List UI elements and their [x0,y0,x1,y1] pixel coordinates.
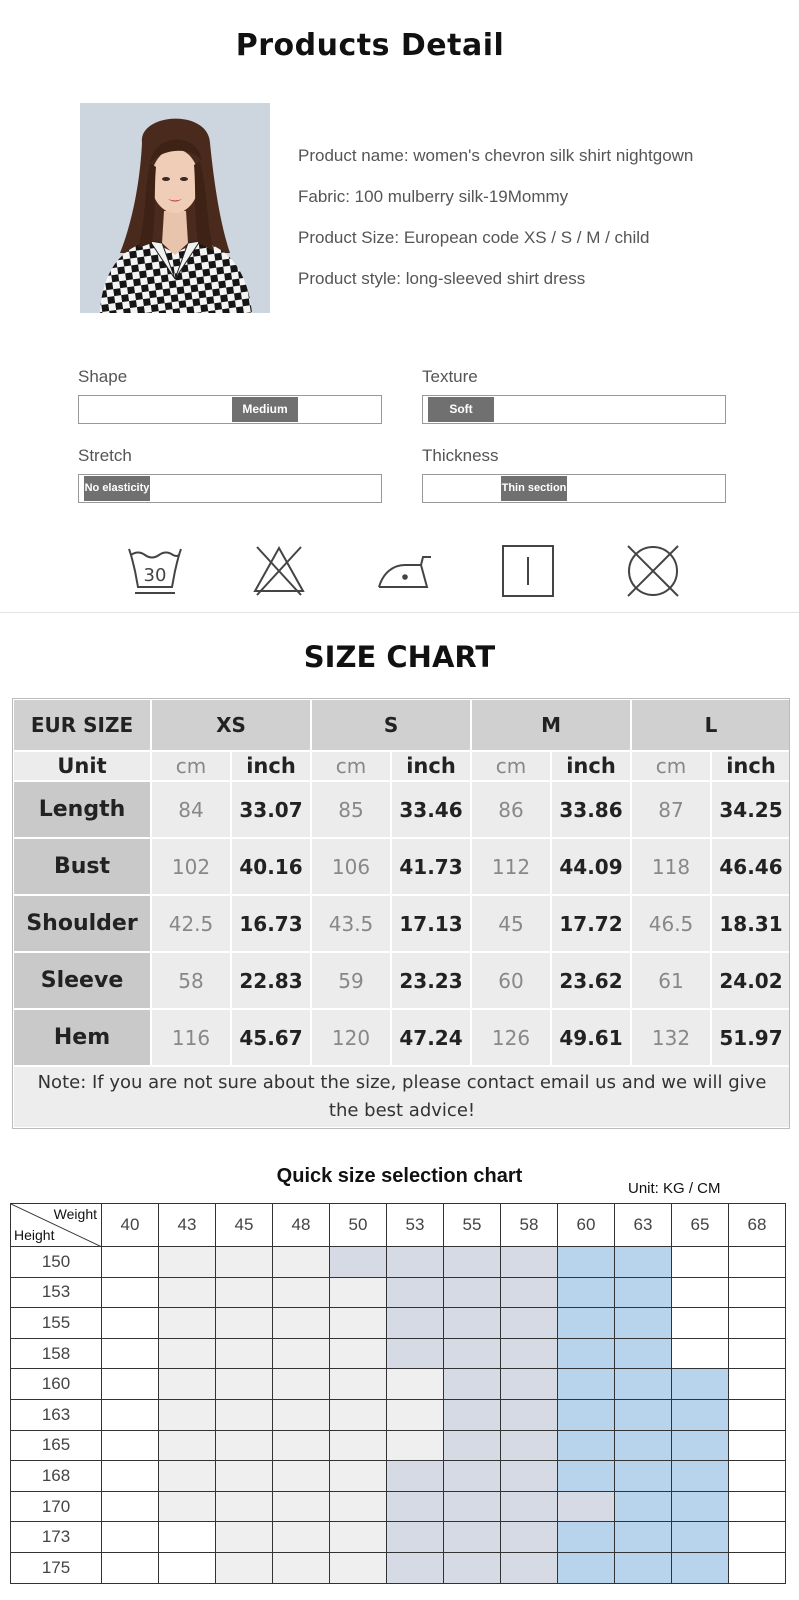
size-cell [729,1277,786,1308]
product-size: Product Size: European code XS / S / M / child [298,228,650,247]
svg-text:30: 30 [143,565,167,586]
size-cell [672,1522,729,1553]
corner-cell [11,1204,102,1247]
inch-value: 24.02 [711,952,791,1009]
size-cell [273,1552,330,1583]
size-cell [615,1522,672,1553]
product-fabric: Fabric: 100 mulberry silk-19Mommy [298,187,569,206]
size-cell [159,1247,216,1278]
size-cell [558,1277,615,1308]
size-cell [558,1338,615,1369]
note-row [13,1066,791,1128]
size-cell [102,1461,159,1492]
size-chart-title: SIZE CHART [303,640,496,674]
unit-cm: cm [631,751,711,781]
size-cell [558,1552,615,1583]
size-s: S [311,699,471,751]
size-cell [159,1430,216,1461]
size-cell [558,1247,615,1278]
weight-header: 43 [159,1204,216,1247]
size-cell [729,1308,786,1339]
size-cell [273,1522,330,1553]
size-cell [729,1552,786,1583]
size-cell [273,1369,330,1400]
size-cell [273,1277,330,1308]
table-row [13,781,791,838]
attribute-bar [422,474,726,503]
size-cell [216,1491,273,1522]
height-axis-label: Height [14,1227,55,1243]
size-cell [273,1491,330,1522]
size-cell [558,1308,615,1339]
measure-label: Bust [13,838,151,895]
size-cell [672,1399,729,1430]
size-cell [159,1369,216,1400]
size-cell [330,1491,387,1522]
height-label: 168 [11,1461,102,1492]
product-info [298,146,693,310]
table-row [11,1430,786,1461]
size-cell [501,1247,558,1278]
size-cell [273,1308,330,1339]
size-cell [729,1522,786,1553]
size-cell [273,1247,330,1278]
table-row [11,1399,786,1430]
size-cell [558,1399,615,1430]
table-row [11,1369,786,1400]
attribute-shape [78,367,382,424]
page-title: Products Detail [235,28,505,63]
inch-value: 47.24 [391,1009,471,1066]
size-cell [387,1491,444,1522]
size-cell [387,1430,444,1461]
size-cell [444,1399,501,1430]
size-cell [672,1338,729,1369]
size-cell [444,1522,501,1553]
size-cell [672,1308,729,1339]
size-cell [729,1369,786,1400]
size-cell [330,1430,387,1461]
size-m: M [471,699,631,751]
inch-value: 33.07 [231,781,311,838]
size-cell [216,1247,273,1278]
inch-value: 33.86 [551,781,631,838]
inch-value: 23.62 [551,952,631,1009]
quick-size-unit: Unit: KG / CM [628,1180,721,1197]
size-cell [273,1338,330,1369]
product-name: Product name: women's chevron silk shirt nightgown [298,146,694,165]
inch-value: 49.61 [551,1009,631,1066]
weight-header: 58 [501,1204,558,1247]
size-cell [501,1552,558,1583]
size-cell [387,1461,444,1492]
weight-header-row [11,1204,786,1247]
inch-value: 34.25 [711,781,791,838]
size-cell [501,1522,558,1553]
size-cell [501,1369,558,1400]
size-cell [216,1522,273,1553]
size-cell [672,1247,729,1278]
size-cell [102,1247,159,1278]
size-cell [330,1369,387,1400]
size-cell [444,1491,501,1522]
size-cell [102,1369,159,1400]
attribute-texture [422,367,726,424]
size-cell [444,1369,501,1400]
inch-value: 45.67 [231,1009,311,1066]
unit-label: Unit [13,751,151,781]
size-cell [444,1308,501,1339]
size-cell [615,1461,672,1492]
table-row [11,1552,786,1583]
size-cell [501,1430,558,1461]
size-cell [102,1308,159,1339]
unit-inch: inch [231,751,311,781]
size-cell [615,1277,672,1308]
size-l: L [631,699,791,751]
size-cell [102,1552,159,1583]
size-cell [387,1522,444,1553]
size-cell [216,1461,273,1492]
size-cell [159,1338,216,1369]
size-cell [729,1491,786,1522]
size-cell [159,1552,216,1583]
attribute-bar [78,474,382,503]
height-label: 160 [11,1369,102,1400]
height-label: 155 [11,1308,102,1339]
size-cell [729,1338,786,1369]
weight-header: 48 [273,1204,330,1247]
table-row [13,895,791,952]
size-cell [102,1430,159,1461]
weight-header: 55 [444,1204,501,1247]
size-cell [387,1338,444,1369]
size-cell [387,1247,444,1278]
cm-value: 85 [311,781,391,838]
size-cell [558,1491,615,1522]
table-row [11,1277,786,1308]
measure-label: Length [13,781,151,838]
size-cell [387,1308,444,1339]
attribute-stretch [78,446,382,503]
section-divider [0,612,799,613]
unit-cm: cm [471,751,551,781]
size-cell [615,1491,672,1522]
measure-label: Hem [13,1009,151,1066]
inch-value: 18.31 [711,895,791,952]
weight-header: 60 [558,1204,615,1247]
cm-value: 86 [471,781,551,838]
inch-value: 33.46 [391,781,471,838]
size-cell [330,1247,387,1278]
cm-value: 42.5 [151,895,231,952]
eur-size-label: EUR SIZE [13,699,151,751]
size-cell [159,1277,216,1308]
attribute-label: Stretch [78,446,132,465]
inch-value: 22.83 [231,952,311,1009]
size-cell [216,1277,273,1308]
measure-label: Shoulder [13,895,151,952]
cm-value: 126 [471,1009,551,1066]
cm-value: 60 [471,952,551,1009]
size-cell [672,1430,729,1461]
size-cell [615,1308,672,1339]
size-cell [159,1308,216,1339]
size-cell [501,1338,558,1369]
cm-value: 102 [151,838,231,895]
iron-low-icon [375,543,435,604]
size-note: Note: If you are not sure about the size, please contact email us and we will give the best advice! [13,1066,791,1128]
size-cell [501,1399,558,1430]
inch-value: 46.46 [711,838,791,895]
table-row [11,1522,786,1553]
size-cell [729,1247,786,1278]
size-cell [159,1399,216,1430]
size-cell [273,1399,330,1430]
size-cell [330,1399,387,1430]
size-cell [216,1399,273,1430]
height-label: 165 [11,1430,102,1461]
table-row [11,1308,786,1339]
size-cell [159,1491,216,1522]
size-cell [330,1277,387,1308]
size-cell [387,1552,444,1583]
size-cell [558,1430,615,1461]
size-cell [444,1430,501,1461]
attribute-indicator: Thin section [501,476,567,501]
height-label: 153 [11,1277,102,1308]
size-cell [159,1461,216,1492]
unit-inch: inch [711,751,791,781]
table-row [13,838,791,895]
height-label: 170 [11,1491,102,1522]
size-cell [102,1277,159,1308]
size-cell [444,1247,501,1278]
wash-30-icon [126,543,184,604]
height-label: 173 [11,1522,102,1553]
weight-axis-label: Weight [53,1206,97,1222]
size-cell [387,1399,444,1430]
attribute-label: Shape [78,367,128,386]
quick-size-table [10,1203,786,1584]
size-cell [672,1277,729,1308]
cm-value: 59 [311,952,391,1009]
inch-value: 17.72 [551,895,631,952]
unit-cm: cm [311,751,391,781]
unit-inch: inch [391,751,471,781]
line-dry-icon [500,543,556,604]
size-cell [330,1338,387,1369]
size-cell [615,1552,672,1583]
unit-cm: cm [151,751,231,781]
size-cell [159,1522,216,1553]
table-row [11,1461,786,1492]
attribute-label: Thickness [422,446,499,465]
size-cell [102,1399,159,1430]
size-cell [558,1522,615,1553]
size-cell [444,1277,501,1308]
attribute-indicator: No elasticity [84,476,150,501]
inch-value: 40.16 [231,838,311,895]
cm-value: 106 [311,838,391,895]
table-row [11,1491,786,1522]
size-cell [729,1399,786,1430]
size-cell [672,1369,729,1400]
weight-header: 40 [102,1204,159,1247]
cm-value: 120 [311,1009,391,1066]
attribute-thickness [422,446,726,503]
size-header-row [13,699,791,751]
quick-size-title: Quick size selection chart [276,1165,523,1187]
size-cell [615,1369,672,1400]
size-xs: XS [151,699,311,751]
do-not-bleach-icon [251,543,307,604]
unit-row [13,751,791,781]
size-cell [387,1369,444,1400]
size-cell [729,1461,786,1492]
size-cell [330,1552,387,1583]
product-style: Product style: long-sleeved shirt dress [298,269,586,288]
attribute-indicator: Soft [428,397,494,422]
table-row [13,1009,791,1066]
size-cell [672,1491,729,1522]
cm-value: 112 [471,838,551,895]
height-label: 175 [11,1552,102,1583]
size-cell [330,1308,387,1339]
size-cell [501,1491,558,1522]
unit-inch: inch [551,751,631,781]
inch-value: 23.23 [391,952,471,1009]
size-cell [216,1430,273,1461]
attribute-bar [78,395,382,424]
table-row [13,952,791,1009]
size-cell [615,1430,672,1461]
table-row [11,1338,786,1369]
size-cell [216,1552,273,1583]
table-row [11,1247,786,1278]
size-cell [558,1461,615,1492]
inch-value: 41.73 [391,838,471,895]
cm-value: 116 [151,1009,231,1066]
size-cell [501,1277,558,1308]
size-cell [615,1399,672,1430]
size-cell [102,1338,159,1369]
size-cell [273,1461,330,1492]
size-cell [615,1247,672,1278]
size-cell [501,1461,558,1492]
inch-value: 44.09 [551,838,631,895]
inch-value: 16.73 [231,895,311,952]
height-label: 163 [11,1399,102,1430]
attribute-label: Texture [422,367,478,386]
size-cell [216,1338,273,1369]
attribute-bar [422,395,726,424]
weight-header: 53 [387,1204,444,1247]
size-cell [672,1461,729,1492]
height-label: 158 [11,1338,102,1369]
measure-label: Sleeve [13,952,151,1009]
size-cell [216,1369,273,1400]
cm-value: 58 [151,952,231,1009]
do-not-tumble-dry-icon [624,543,682,604]
weight-header: 65 [672,1204,729,1247]
weight-header: 68 [729,1204,786,1247]
cm-value: 61 [631,952,711,1009]
size-cell [672,1552,729,1583]
inch-value: 51.97 [711,1009,791,1066]
weight-header: 63 [615,1204,672,1247]
size-cell [444,1552,501,1583]
size-cell [330,1522,387,1553]
inch-value: 17.13 [391,895,471,952]
cm-value: 87 [631,781,711,838]
cm-value: 45 [471,895,551,952]
size-cell [444,1338,501,1369]
size-cell [729,1430,786,1461]
size-cell [615,1338,672,1369]
cm-value: 46.5 [631,895,711,952]
cm-value: 132 [631,1009,711,1066]
product-photo [80,103,270,313]
size-cell [216,1308,273,1339]
size-chart-table [12,698,792,1129]
cm-value: 43.5 [311,895,391,952]
size-cell [558,1369,615,1400]
size-cell [501,1308,558,1339]
weight-header: 45 [216,1204,273,1247]
weight-header: 50 [330,1204,387,1247]
attribute-indicator: Medium [232,397,298,422]
size-cell [102,1491,159,1522]
cm-value: 118 [631,838,711,895]
cm-value: 84 [151,781,231,838]
size-cell [387,1277,444,1308]
height-label: 150 [11,1247,102,1278]
size-cell [444,1461,501,1492]
size-cell [330,1461,387,1492]
size-cell [102,1522,159,1553]
size-cell [273,1430,330,1461]
